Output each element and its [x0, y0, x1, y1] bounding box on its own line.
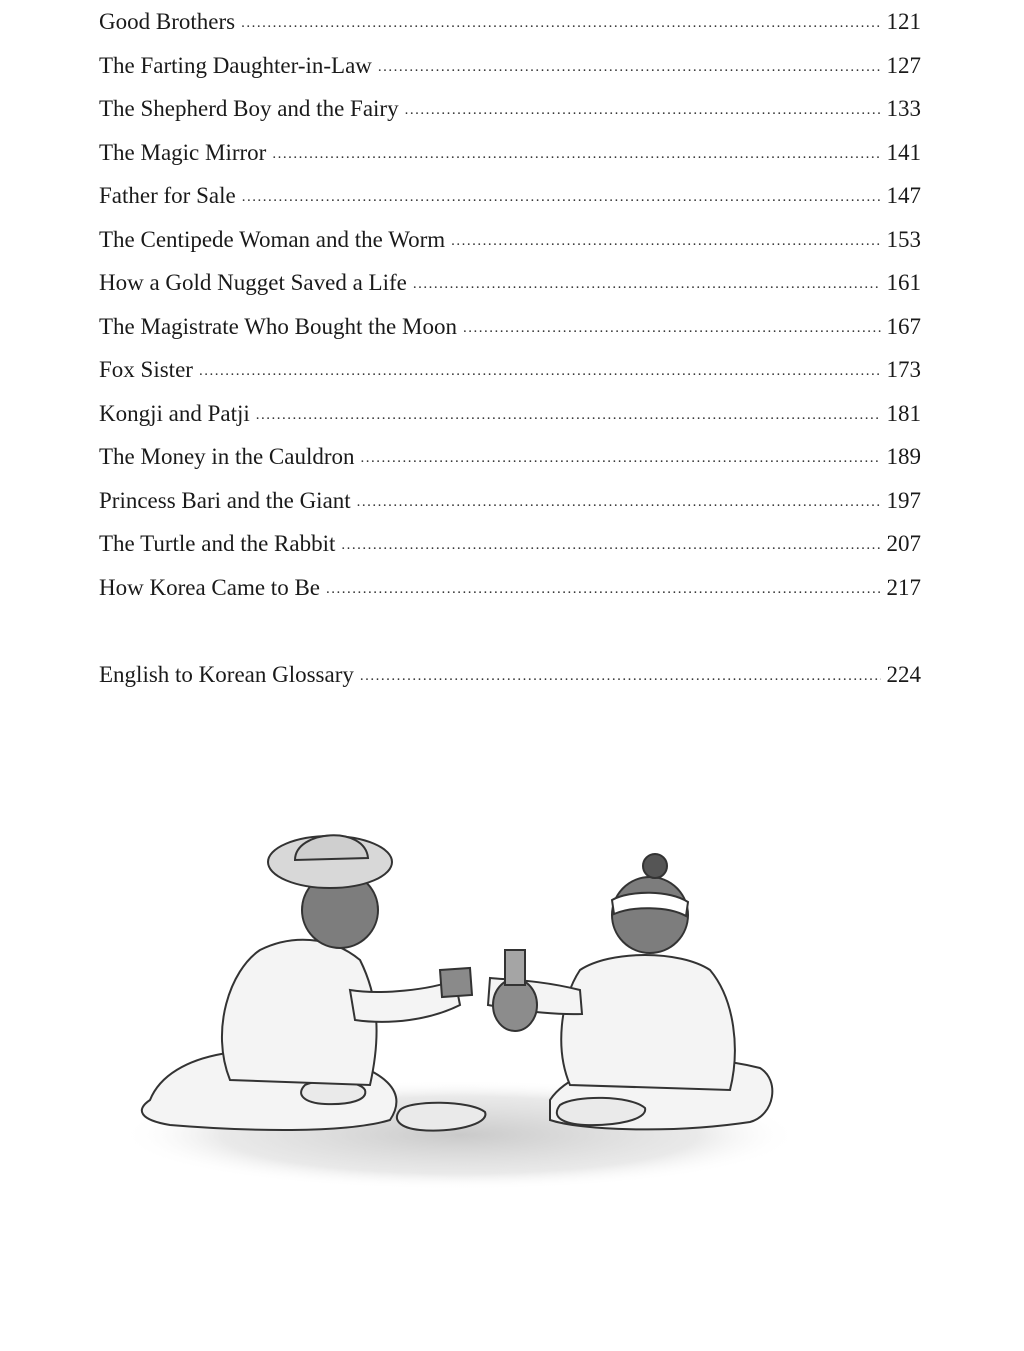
dot-leader — [463, 307, 881, 351]
table-of-contents — [99, 0, 921, 609]
toc-entry-page: 181 — [886, 400, 921, 426]
toc-entry[interactable] — [99, 44, 921, 88]
dot-leader — [413, 263, 881, 307]
toc-entry-title: Good Brothers — [99, 9, 236, 34]
toc-entry-page: 197 — [886, 487, 921, 513]
dot-leader — [405, 89, 881, 133]
toc-entry-page: 189 — [886, 444, 921, 469]
toc-entry[interactable] — [99, 392, 921, 436]
toc-entry-title: The Money in the Cauldron — [99, 444, 355, 469]
toc-entry-title: The Farting Daughter-in-Law — [99, 52, 372, 78]
toc-entry[interactable] — [99, 218, 921, 262]
toc-entry-page: 217 — [886, 574, 921, 600]
toc-entry-page: 153 — [886, 226, 921, 252]
dot-leader — [360, 655, 881, 699]
toc-entry-title: Kongji and Patji — [99, 400, 250, 426]
dot-leader — [242, 176, 881, 220]
toc-entry-title: Princess Bari and the Giant — [99, 487, 351, 513]
toc-entry-page: 167 — [886, 313, 921, 339]
toc-entry[interactable] — [99, 522, 921, 566]
toc-entry-title: The Magic Mirror — [99, 139, 267, 165]
glossary-entry-container — [99, 653, 921, 697]
toc-entry-glossary[interactable] — [99, 653, 921, 697]
toc-entry[interactable] — [99, 0, 921, 44]
toc-entry-title: Father for Sale — [99, 183, 236, 208]
toc-entry[interactable] — [99, 174, 921, 218]
toc-entry-title: How Korea Came to Be — [99, 574, 320, 600]
toc-entry[interactable] — [99, 261, 921, 305]
dot-leader — [451, 220, 880, 264]
dot-leader — [378, 46, 881, 90]
toc-entry[interactable] — [99, 348, 921, 392]
dot-leader — [357, 481, 881, 525]
toc-entry-title: The Centipede Woman and the Worm — [99, 226, 446, 252]
toc-entry-title: How a Gold Nugget Saved a Life — [99, 270, 407, 295]
dot-leader — [326, 568, 881, 612]
two-figures-illustration — [110, 800, 810, 1200]
toc-entry-title: The Turtle and the Rabbit — [99, 531, 336, 556]
toc-entry-title: The Shepherd Boy and the Fairy — [99, 96, 399, 121]
dot-leader — [272, 133, 880, 177]
toc-entry-page: 121 — [886, 9, 921, 34]
dot-leader — [199, 350, 881, 394]
toc-entry[interactable] — [99, 87, 921, 131]
toc-entry-page: 127 — [886, 52, 921, 78]
dot-leader — [256, 394, 881, 438]
toc-entry-page: 207 — [886, 531, 921, 556]
toc-entry[interactable] — [99, 435, 921, 479]
toc-entry-page: 161 — [886, 270, 921, 295]
toc-entry-page: 133 — [886, 96, 921, 121]
toc-entry-page: 141 — [886, 139, 921, 165]
toc-entry-page: 147 — [886, 183, 921, 208]
toc-entry[interactable] — [99, 566, 921, 610]
toc-entry-page: 224 — [886, 662, 921, 687]
toc-entry[interactable] — [99, 131, 921, 175]
toc-entry-title: The Magistrate Who Bought the Moon — [99, 313, 457, 339]
toc-entry-title: Fox Sister — [99, 357, 193, 382]
toc-entry[interactable] — [99, 479, 921, 523]
dot-leader — [341, 524, 880, 568]
dot-leader — [241, 2, 880, 46]
dot-leader — [361, 437, 881, 481]
toc-entry[interactable] — [99, 305, 921, 349]
toc-entry-page: 173 — [886, 357, 921, 382]
toc-entry-title: English to Korean Glossary — [99, 662, 354, 687]
